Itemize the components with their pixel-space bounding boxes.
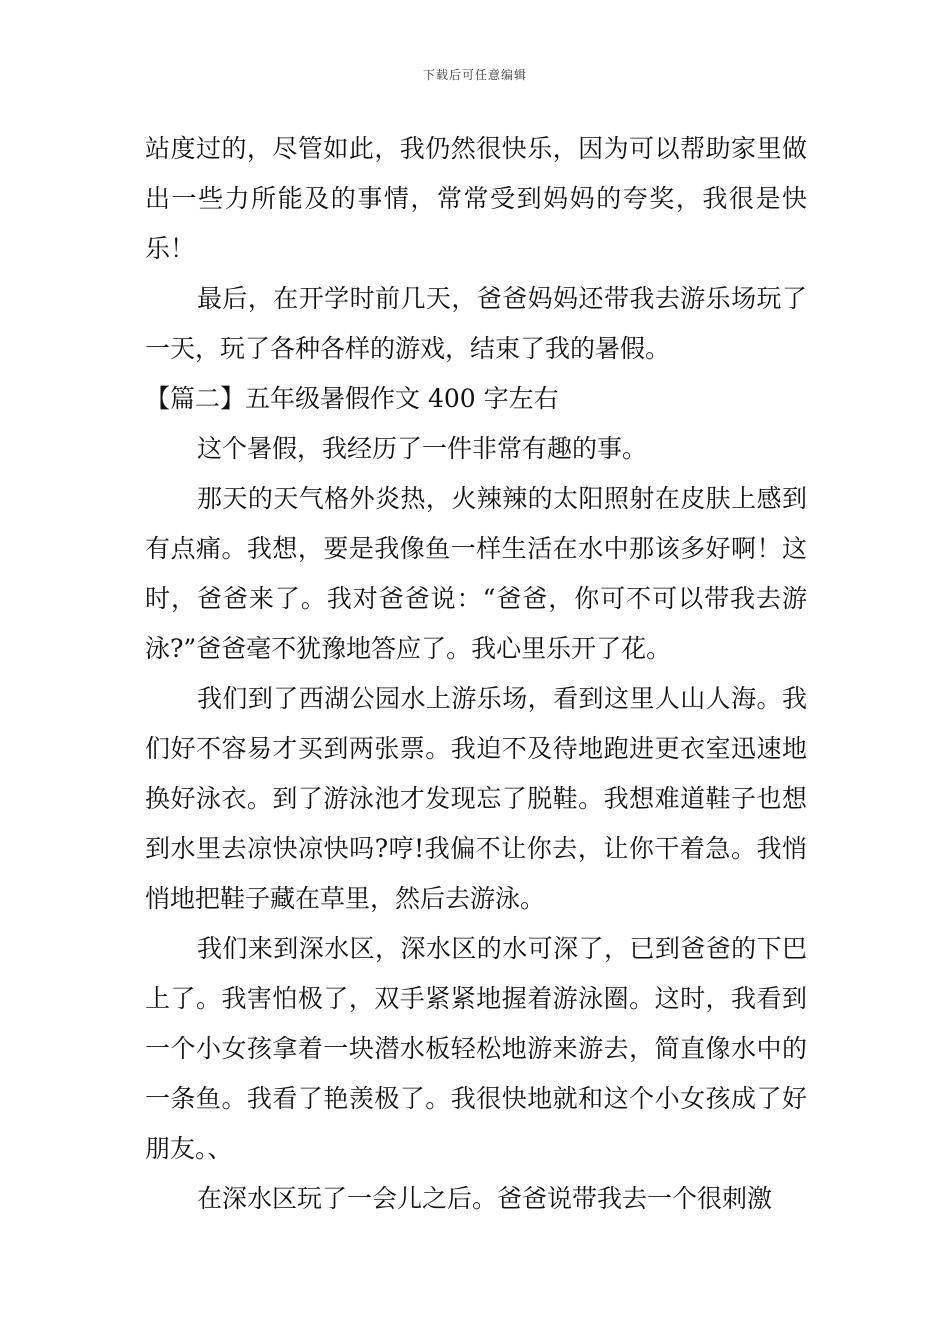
paragraph: 我们来到深水区，深水区的水可深了，已到爸爸的下巴上了。我害怕极了，双手紧紧地握着游泳圈。这时，我看到一个小女孩拿着一块潜水板轻松地游来游去，简直像水中的一条鱼。我看了艳羡极了。我很快地就和这个小女孩成了好朋友。、 [145, 934, 807, 1163]
document-body [145, 124, 807, 1224]
paragraph: 在深水区玩了一会儿之后。爸爸说带我去一个很刺激 [197, 1184, 773, 1213]
section-heading: 【篇二】五年级暑假作文 400 字左右 [145, 384, 559, 413]
paragraph: 这个暑假，我经历了一件非常有趣的事。 [197, 434, 648, 463]
page-header: 下载后可任意编辑 [422, 68, 527, 82]
paragraph: 那天的天气格外炎热，火辣辣的太阳照射在皮肤上感到有点痛。我想，要是我像鱼一样生活在水中那该多好啊！这时，爸爸来了。我对爸爸说：“爸爸，你可不可以带我去游泳?”爸爸毫不犹豫地答应了。我心里乐开了花。 [145, 484, 807, 663]
paragraph: 站度过的，尽管如此，我仍然很快乐，因为可以帮助家里做出一些力所能及的事情，常常受到妈妈的夸奖，我很是快乐！ [145, 134, 807, 263]
paragraph: 最后，在开学时前几天，爸爸妈妈还带我去游乐场玩了一天，玩了各种各样的游戏，结束了我的暑假。 [145, 284, 807, 363]
paragraph: 我们到了西湖公园水上游乐场，看到这里人山人海。我们好不容易才买到两张票。我迫不及待地跑进更衣室迅速地换好泳衣。到了游泳池才发现忘了脱鞋。我想难道鞋子也想到水里去凉快凉快吗?哼!我偏不让你去，让你干着急。我悄悄地把鞋子藏在草里，然后去游泳。 [145, 684, 807, 913]
